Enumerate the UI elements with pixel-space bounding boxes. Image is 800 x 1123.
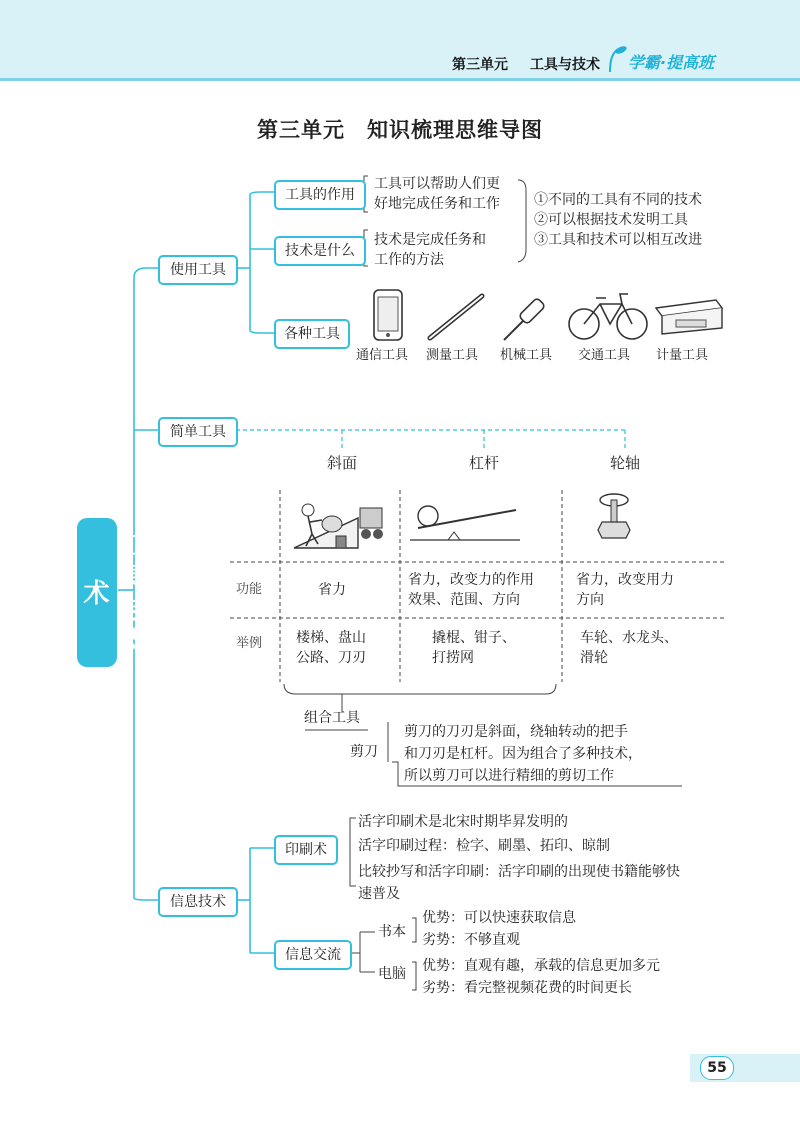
what-is-tech-node: 技术是什么: [274, 236, 366, 266]
lever-example-2: 打捞网: [432, 650, 474, 666]
combined-desc-2: 和刀刃是杠杆。因为组合了多种技术，: [404, 746, 642, 762]
header-topic: 工具与技术: [530, 57, 600, 73]
tool-role-desc-1: 工具可以帮助人们更: [374, 176, 500, 192]
footer-band: [0, 1054, 800, 1082]
printing-line-4: 速普及: [358, 886, 400, 902]
info-tech-node: 信息技术: [158, 887, 238, 917]
root-label: 工具与技术: [79, 530, 143, 659]
lever-function-1: 省力，改变力的作用: [408, 572, 534, 588]
printing-node: 印刷术: [274, 835, 338, 865]
tech-point-2: ②可以根据技术发明工具: [534, 212, 688, 228]
computer-disadvantage: 劣势：看完整视频花费的时间更长: [422, 980, 632, 996]
col-header-incline: 斜面: [326, 454, 357, 472]
printing-line-3: 比较抄写和活字印刷：活字印刷的出现使书籍能够快: [358, 864, 680, 880]
scale-icon: [652, 294, 724, 342]
book-advantage: 优势：可以快速获取信息: [422, 910, 576, 926]
wheel-axle-illustration: [596, 490, 632, 548]
book-disadvantage: 劣势：不够直观: [422, 932, 520, 948]
tool-kind-weigh: 计量工具: [656, 348, 709, 363]
page-title: 第三单元 知识梳理思维导图: [257, 118, 543, 142]
what-is-tech-desc-2: 工作的方法: [374, 252, 444, 268]
row-label-examples: 举例: [236, 636, 263, 651]
col-header-lever: 杠杆: [468, 454, 499, 472]
lever-function-2: 效果、范围、方向: [408, 592, 520, 608]
combined-desc-1: 剪刀的刀刃是斜面，绕轴转动的把手: [404, 724, 628, 740]
printing-line-2: 活字印刷过程：检字、刷墨、拓印、晾制: [358, 838, 610, 854]
tool-kind-mech: 机械工具: [500, 348, 553, 363]
brand-logo: 学霸·提高班: [628, 53, 715, 72]
col-header-wheel-axle: 轮轴: [609, 454, 640, 472]
page-number: 55: [700, 1056, 734, 1080]
lever-example-1: 撬棍、钳子、: [432, 630, 516, 646]
header-unit: 第三单元: [452, 57, 508, 73]
incline-example-1: 楼梯、盘山: [296, 630, 366, 646]
computer-label: 电脑: [378, 966, 406, 982]
tech-point-3: ③工具和技术可以相互改进: [534, 232, 702, 248]
incline-function: 省力: [318, 582, 346, 598]
wheel-function-2: 方向: [576, 592, 604, 608]
wheel-example-2: 滑轮: [580, 650, 608, 666]
tool-kind-comm: 通信工具: [356, 348, 409, 363]
wheel-example-1: 车轮、水龙头、: [580, 630, 678, 646]
tech-point-1: ①不同的工具有不同的技术: [534, 192, 702, 208]
tool-kinds-node: 各种工具: [274, 319, 350, 349]
combined-tools-label: 组合工具: [304, 710, 360, 726]
what-is-tech-desc-1: 技术是完成任务和: [374, 232, 486, 248]
combined-example-label: 剪刀: [350, 744, 378, 760]
tool-role-desc-2: 好地完成任务和工作: [374, 196, 500, 212]
row-label-function: 功能: [236, 582, 263, 597]
tool-role-node: 工具的作用: [274, 180, 366, 210]
printing-line-1: 活字印刷术是北宋时期毕昇发明的: [358, 814, 568, 830]
root-node: [77, 518, 143, 667]
tool-kind-measure: 测量工具: [426, 348, 479, 363]
lever-illustration: [410, 498, 520, 546]
thermometer-icon: [424, 290, 488, 344]
wheel-function-1: 省力，改变用力: [576, 572, 674, 588]
use-tools-node: 使用工具: [158, 255, 238, 285]
combined-desc-3: 所以剪刀可以进行精细的剪切工作: [404, 768, 614, 784]
computer-advantage: 优势：直观有趣，承载的信息更加多元: [422, 958, 660, 974]
incline-example-2: 公路、刀刃: [296, 650, 366, 666]
screwdriver-icon: [500, 288, 556, 344]
tool-kind-transport: 交通工具: [578, 348, 631, 363]
bicycle-icon: [566, 288, 650, 344]
incline-illustration: [288, 490, 388, 554]
info-exchange-node: 信息交流: [274, 940, 352, 970]
simple-tools-node: 简单工具: [158, 417, 238, 447]
phone-icon: [366, 288, 410, 344]
book-label: 书本: [378, 924, 406, 940]
